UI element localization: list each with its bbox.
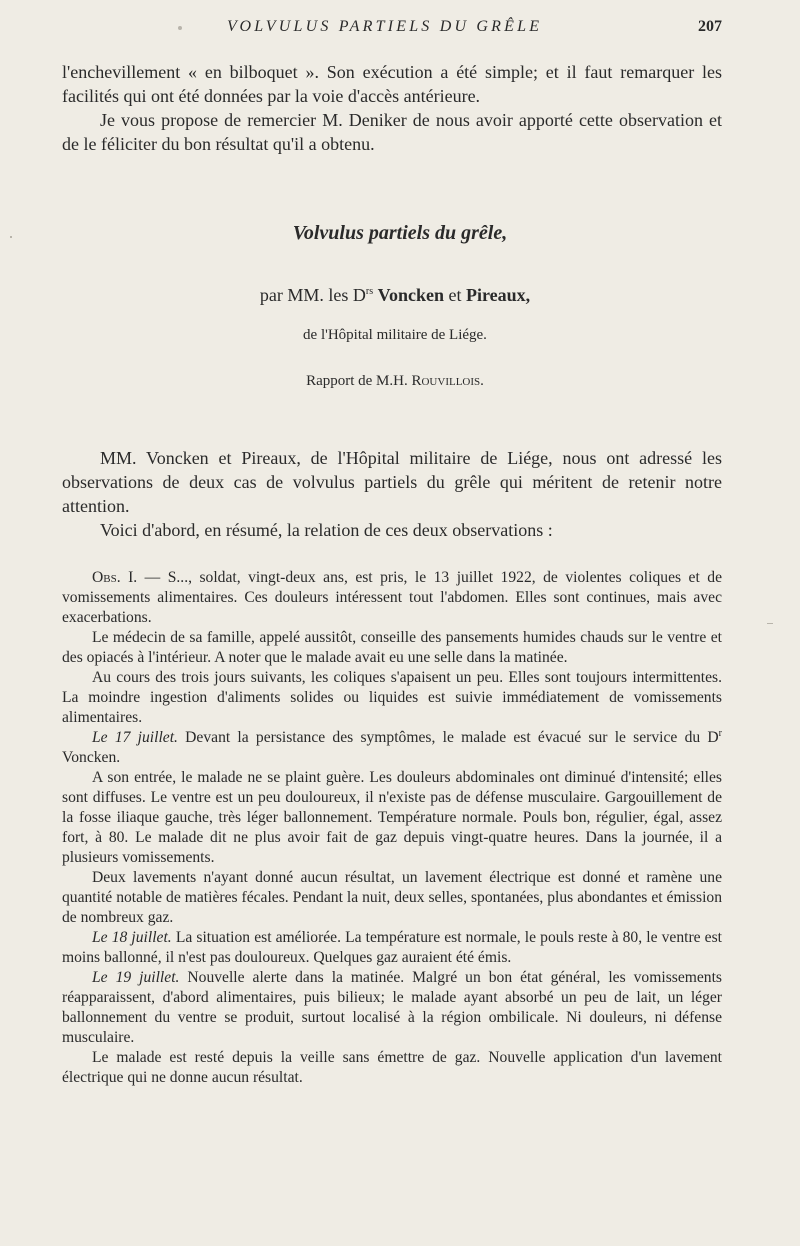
case-date: Le 18 juillet.	[92, 929, 172, 946]
case-date: Le 19 juillet.	[92, 969, 180, 986]
authors-prefix: par MM. les D	[259, 285, 366, 305]
running-title: VOLVULUS PARTIELS DU GRÊLE	[227, 18, 543, 35]
article-affiliation: de l'Hôpital militaire de Liége.	[303, 327, 487, 343]
scan-speck	[767, 623, 773, 624]
article-authors	[0, 285, 790, 306]
report-name: Rouvillois.	[411, 373, 484, 389]
case-text: La situation est améliorée. La température est normale, le pouls reste à 80, le ventre est moins ballonné, il n'est pas douloureux. Quelques gaz auraient été émis.	[62, 929, 723, 966]
intro-paragraph: Je vous propose de remercier M. Deniker de nous avoir apporté cette observation et de le féliciter du bon résultat qu'il a obtenu.	[62, 110, 722, 154]
authors-sup: rs	[365, 286, 374, 297]
main-paragraph: MM. Voncken et Pireaux, de l'Hôpital militaire de Liége, nous ont adressé les observations de deux cas de volvulus partiels du grêle qui méritent de retenir notre attention.	[62, 448, 722, 516]
case-paragraph: Au cours des trois jours suivants, les coliques s'apaisent un peu. Elles sont toujours intermittentes. La moindre ingestion d'aliments solides ou liquides est suivie immédiatement de vomissements alimentaires.	[62, 669, 722, 726]
case-paragraph: Le malade est resté depuis la veille sans émettre de gaz. Nouvelle application d'un lavement électrique qui ne donne aucun résultat.	[62, 1049, 722, 1086]
intro-paragraph: l'enchevillement « en bilboquet ». Son exécution a été simple; et il faut remarquer les facilités qui ont été données par la voie d'accès antérieure.	[62, 62, 722, 106]
case-sup: r	[718, 727, 723, 739]
case-date: Le 17 juillet.	[92, 729, 178, 746]
page-header	[62, 18, 722, 42]
case-paragraph	[62, 928, 722, 968]
main-section	[62, 446, 722, 542]
main-paragraph: Voici d'abord, en résumé, la relation de ces deux observations :	[100, 520, 553, 540]
case-text: Nouvelle alerte dans la matinée. Malgré un bon état général, les vomissements réapparaissent, d'abord alimentaires, puis bilieux; le malade ayant absorbé un peu de lait, un léger ballonnement du ventre se produit, surtout localisé à la région ombilicale. Ni douleurs, ni défense musculaire.	[62, 969, 722, 1046]
report-prefix: Rapport de M.H.	[306, 373, 412, 389]
case-observation	[62, 568, 722, 1088]
case-text: Devant la persistance des symptômes, le malade est évacué sur le service du D	[177, 729, 719, 746]
case-paragraph	[62, 568, 722, 628]
page-number: 207	[698, 18, 722, 35]
report-line	[0, 373, 790, 390]
authors-and: et	[443, 285, 466, 305]
author-name: Pireaux,	[465, 285, 531, 305]
case-paragraph	[62, 968, 722, 1048]
intro-section	[62, 60, 722, 156]
article-title: Volvulus partiels du grêle,	[292, 222, 508, 244]
case-paragraph: Le médecin de sa famille, appelé aussitôt, conseille des pansements humides chauds sur le ventre et des opiacés à l'intérieur. A noter que le malade avait eu une selle dans la matinée.	[62, 629, 722, 666]
obs-label: Obs. I.	[92, 569, 138, 586]
case-text: — S..., soldat, vingt-deux ans, est pris, le 13 juillet 1922, de violentes coliques et de vomissements alimentaires. Ces douleurs intéressent tout l'abdomen. Elles sont continues, mais avec exacerbations.	[62, 569, 722, 626]
case-paragraph: Deux lavements n'ayant donné aucun résultat, un lavement électrique est donné et ramène une quantité notable de matières fécales. Pendant la nuit, deux selles, spontanées, plus abondantes et émission de nombreux gaz.	[62, 869, 722, 926]
author-name: Voncken	[377, 285, 444, 305]
case-paragraph	[62, 728, 722, 768]
case-text: Voncken.	[62, 749, 121, 766]
case-paragraph: A son entrée, le malade ne se plaint guère. Les douleurs abdominales ont diminué d'intensité; elles sont diffuses. Le ventre est un peu douloureux, il n'existe pas de défense musculaire. Gargouillement de la fosse iliaque gauche, très léger ballonnement. Température normale. Pouls bon, régulier, égal, assez fort, à 80. Le malade dit ne plus avoir fait de gaz depuis vingt-quatre heures. Dans la journée, il a plusieurs vomissements.	[62, 769, 722, 866]
